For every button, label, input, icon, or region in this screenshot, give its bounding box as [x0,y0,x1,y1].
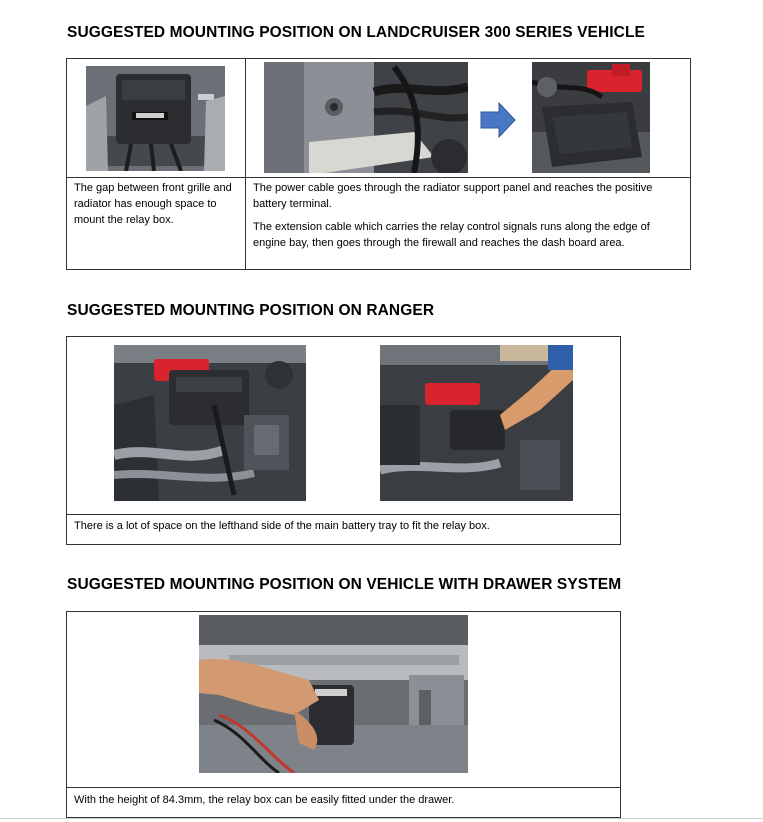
drawer-caption-cell [67,788,621,818]
arrow-right-icon [479,101,517,139]
photo-relay-box-behind-grille [86,66,225,171]
page-bottom-rule [0,818,763,819]
landcruiser-caption-cell-2 [246,178,691,270]
drawer-caption: With the height of 84.3mm, the relay box can be easily fitted under the drawer. [74,794,455,806]
photo-cable-through-radiator-panel [264,62,468,173]
landcruiser-caption-grille: The gap between front grille and radiator has enough space to mount the relay box. [74,182,232,226]
photo-positive-battery-terminal [532,62,650,173]
landcruiser-caption-extension-cable: The extension cable which carries the relay control signals runs along the edge of engine bay, then goes through the firewall and reaches the dash board area. [253,221,650,249]
landcruiser-caption-cell-1 [67,178,246,270]
landcruiser-caption-power-cable: The power cable goes through the radiator support panel and reaches the positive battery terminal. [253,182,653,210]
photo-relay-under-drawer [199,615,468,773]
section-heading-drawer-system: SUGGESTED MOUNTING POSITION ON VEHICLE WITH DRAWER SYSTEM [67,576,622,593]
photo-ranger-relay-fitting [380,345,573,501]
section-heading-landcruiser: SUGGESTED MOUNTING POSITION ON LANDCRUISER 300 SERIES VEHICLE [67,24,645,41]
photo-ranger-battery-tray [114,345,306,501]
ranger-caption: There is a lot of space on the lefthand side of the main battery tray to fit the relay box. [74,520,490,532]
section-heading-ranger: SUGGESTED MOUNTING POSITION ON RANGER [67,302,435,319]
ranger-caption-cell [67,515,621,545]
